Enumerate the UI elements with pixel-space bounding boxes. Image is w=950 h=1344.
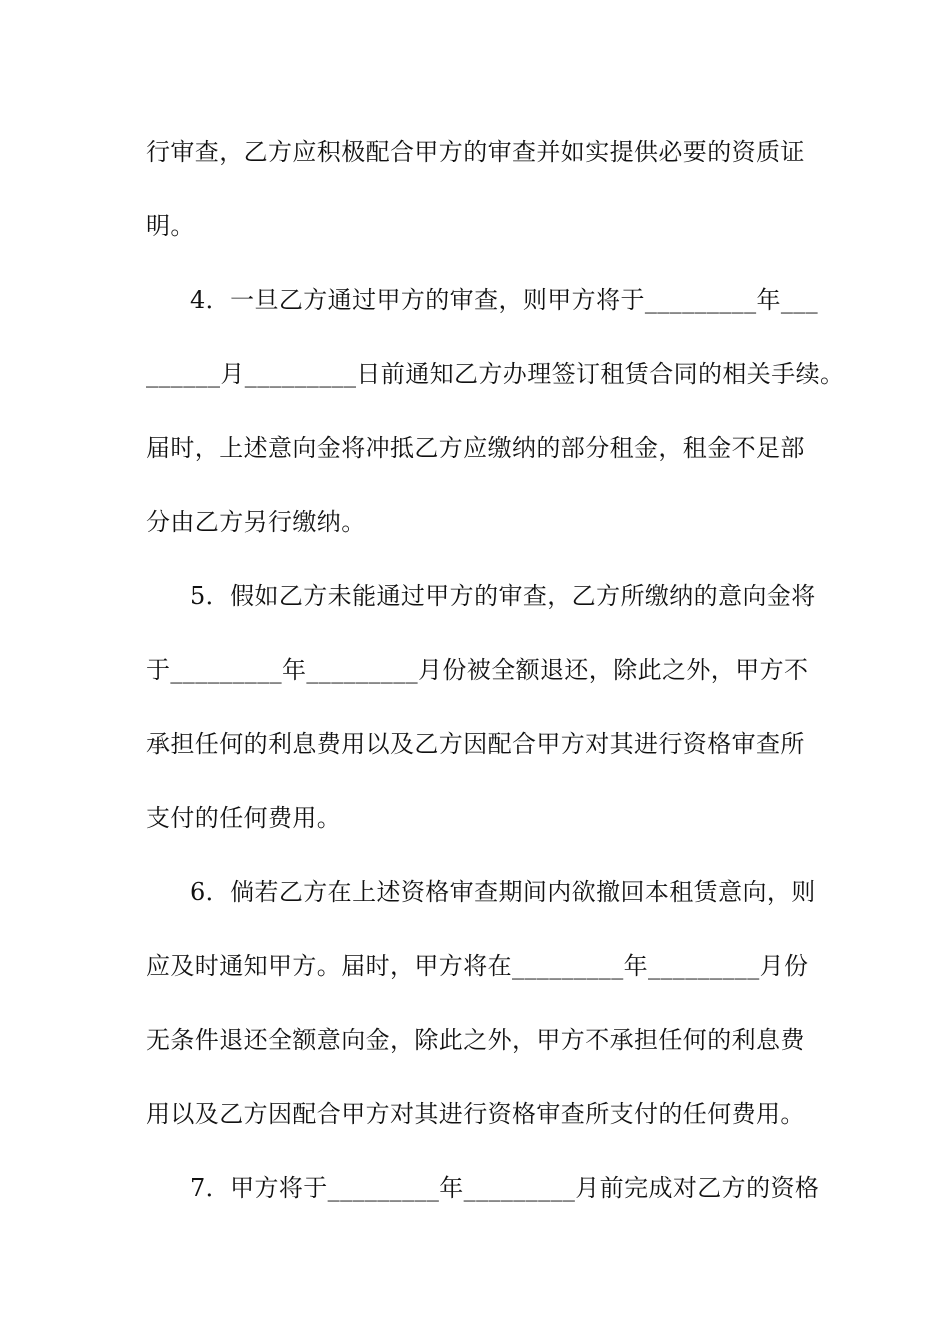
text-line: 承担任何的利息费用以及乙方因配合甲方对其进行资格审查所 [146, 730, 805, 758]
text-line: 分由乙方另行缴纳。 [146, 508, 366, 536]
text-line: 行审查，乙方应积极配合甲方的审查并如实提供必要的资质证 [146, 138, 805, 166]
text-line: 用以及乙方因配合甲方对其进行资格审查所支付的任何费用。 [146, 1100, 805, 1128]
text-line: 明。 [146, 212, 195, 240]
text-line: 支付的任何费用。 [146, 804, 342, 832]
text-line: 无条件退还全额意向金，除此之外，甲方不承担任何的利息费 [146, 1026, 805, 1054]
text-line: ______月_________日前通知乙方办理签订租赁合同的相关手续。 [146, 360, 845, 388]
text-line: 5．假如乙方未能通过甲方的审查，乙方所缴纳的意向金将 [190, 582, 816, 610]
text-line: 7．甲方将于_________年_________月前完成对乙方的资格 [190, 1174, 820, 1202]
text-line: 6．倘若乙方在上述资格审查期间内欲撤回本租赁意向，则 [190, 878, 816, 906]
text-line: 应及时通知甲方。届时，甲方将在_________年_________月份 [146, 952, 809, 980]
text-line: 4．一旦乙方通过甲方的审查，则甲方将于_________年___ [190, 286, 819, 314]
text-line: 于_________年_________月份被全额退还，除此之外，甲方不 [146, 656, 809, 684]
text-line: 届时，上述意向金将冲抵乙方应缴纳的部分租金，租金不足部 [146, 434, 805, 462]
